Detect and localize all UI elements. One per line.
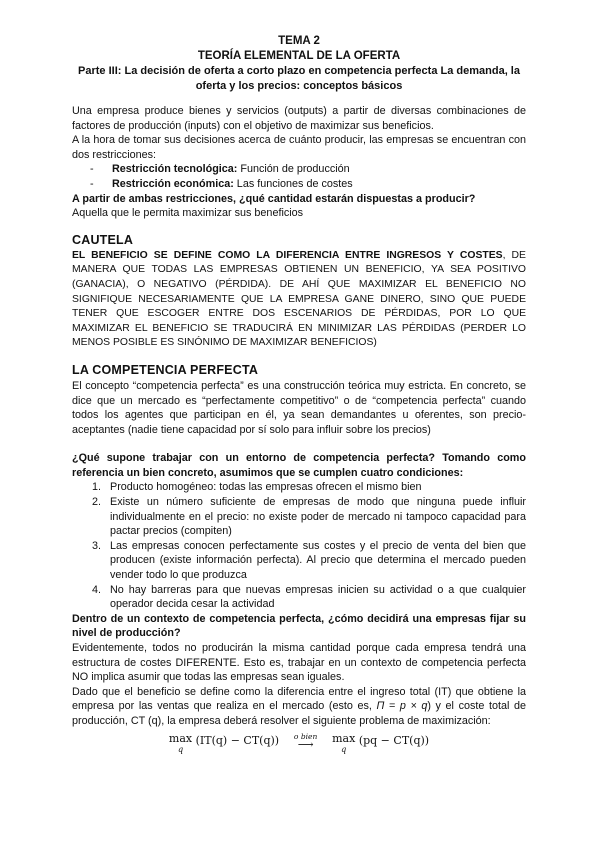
spacer — [72, 94, 526, 104]
list-item: 4. No hay barreras para que nuevas empresas inicien su actividad o a que cualquier operador decida cesar la actividad — [92, 583, 526, 611]
restrictions-list — [72, 162, 526, 191]
part-subtitle: Parte III: La decisión de oferta a corto plazo en competencia perfecta La demanda, la oferta y los precios: conceptos básicos — [78, 65, 520, 92]
tema-label: TEMA 2 — [278, 35, 320, 47]
max-operator: max q — [168, 731, 193, 754]
intro-question: A partir de ambas restricciones, ¿qué cantidad estarán dispuestas a producir? — [72, 192, 476, 205]
conditions-list — [72, 480, 526, 611]
formula-right: (pq − CT(q)) — [358, 733, 430, 747]
competencia-question-1: ¿Qué supone trabajar con un entorno de competencia perfecta? Tomando como referencia un bien concreto, asumimos que se cumplen cuatro condiciones: — [72, 452, 526, 479]
document-page — [72, 34, 526, 755]
intro-paragraph-1: Una empresa produce bienes y servicios (outputs) a partir de diversas combinaciones de factores de producción (inputs) con el objetivo de maximizar sus beneficios. — [72, 105, 526, 132]
intro-answer: Aquella que le permita maximizar sus beneficios — [72, 207, 304, 220]
cautela-paragraph: EL BENEFICIO SE DEFINE COMO LA DIFERENCIA ENTRE INGRESOS Y COSTES, DE MANERA QUE TODAS LAS EMPRESAS OBTIENEN UN BENEFICIO, YA SEA POSITIVO (GANACIA), O NEGATIVO (PÉRDIDA). DE AHÍ QUE MAXIMIZAR EL BENEFICIO NO SIGNIFIQUE NECESARIAMENTE QUE LA EMPRESA GANE DINERO, SINO QUE PUEDE TENER QUE ESCOGER ENTRE DOS ESCENARIOS DE PÉRDIDAS, POR LO QUE MAXIMIZAR EL BENEFICIO SE TRADUCIRÁ EN MINIMIZAR LAS PÉRDIDAS (PERDER LO MENOS POSIBLE ES SINÓNIMO DE MAXIMIZAR BENEFICIOS) — [72, 249, 526, 349]
max-operator-right: max q — [332, 731, 356, 754]
list-item: 2. Existe un número suficiente de empresas de modo que ninguna puede influir individualmente en el precio: no existe poder de mercado ni tampoco capacidad para pactar precios (compiten) — [92, 496, 526, 538]
intro-paragraph-2: A la hora de tomar sus decisiones acerca de cuánto producir, las empresas se encuentran con dos restricciones: — [72, 134, 526, 161]
list-item: 3. Las empresas conocen perfectamente sus costes y el precio de venta del bien que producen (existe información perfecta). Al precio que determina el mercado pueden vender todo lo que produzca — [92, 539, 526, 582]
competencia-heading: LA COMPETENCIA PERFECTA — [72, 362, 259, 377]
formula-left: (IT(q) − CT(q)) — [195, 733, 280, 747]
competencia-question-2: Dentro de un contexto de competencia perfecta, ¿cómo decidirá una empresas fijar su nivel de producción? — [72, 612, 526, 640]
arrow-icon: o bien ⟶ — [293, 731, 318, 751]
list-item: - Restricción tecnológica: Función de producción — [90, 163, 350, 176]
cautela-heading: CAUTELA — [72, 232, 134, 247]
list-item: 1. Producto homogéneo: todas las empresas ofrecen el mismo bien — [92, 481, 422, 494]
competencia-paragraph-3: Dado que el beneficio se define como la diferencia entre el ingreso total (IT) que obtiene la empresa por las ventas que realiza en el mercado (esto es, Π = p × q) y el coste total de producción, CT (q), la empresa deberá resolver el siguiente problema de maximización: — [72, 685, 526, 727]
list-item: - Restricción económica: Las funciones de costes — [90, 177, 353, 190]
maximization-formula — [72, 733, 526, 755]
competencia-paragraph-2: Evidentemente, todos no producirán la misma cantidad porque cada empresa tendrá una estructura de costes DIFERENTE. Esto es, trabajar en un contexto de competencia perfecta NO implica asumir que todas las empresas sean iguales. — [72, 642, 526, 684]
competencia-paragraph-1: El concepto “competencia perfecta” es una construcción teórica muy estricta. En concreto, se dice que un mercado es “perfectamente competitivo” o de “competencia perfecta” cuando todos los agentes que participan en él, ya sean demandantes u oferentes, son precio-aceptantes (nadie tiene capacidad por sí solo para influir sobre los precios) — [72, 379, 526, 436]
document-title: TEORÍA ELEMENTAL DE LA OFERTA — [197, 50, 401, 62]
